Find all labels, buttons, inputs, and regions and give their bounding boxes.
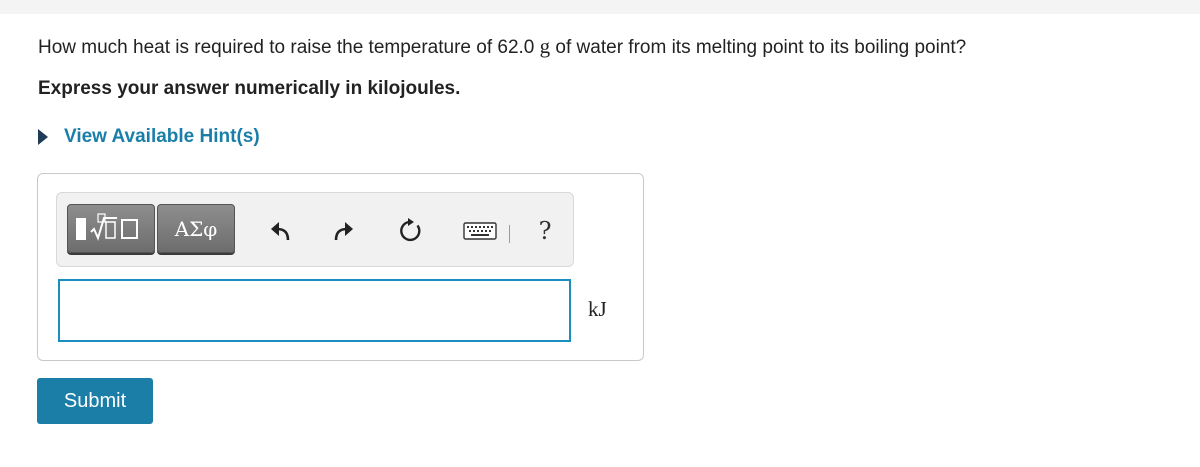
undo-icon [268,218,294,244]
view-hints-label: View Available Hint(s) [64,126,260,147]
reset-button[interactable] [397,217,425,245]
caret-right-icon [38,129,48,145]
answer-instruction: Express your answer numerically in kilojoules. [38,78,461,99]
redo-icon [330,218,356,244]
undo-button[interactable] [267,217,295,245]
answer-unit-label: kJ [588,297,607,321]
help-button[interactable] [531,217,559,245]
reset-icon [397,217,425,245]
keyboard-icon [463,222,497,240]
greek-symbols-button[interactable]: ΑΣφ [157,204,235,253]
math-toolbar [56,192,574,267]
question-unit: g [539,34,551,58]
top-strip [0,0,1200,14]
redo-button[interactable] [329,217,357,245]
submit-button[interactable]: Submit [37,378,153,424]
keyboard-button[interactable] [462,217,498,245]
answer-panel [37,173,644,361]
question-text [38,33,966,61]
templates-icon [73,212,149,246]
templates-button[interactable] [67,204,155,253]
question-text-before: How much heat is required to raise the temperature of 62.0 [38,37,540,58]
view-hints-toggle[interactable] [38,126,260,148]
question-text-after: of water from its melting point to its boiling point? [550,37,967,58]
toolbar-divider [509,225,510,243]
help-icon: ? [538,217,552,245]
answer-input[interactable] [58,279,571,342]
